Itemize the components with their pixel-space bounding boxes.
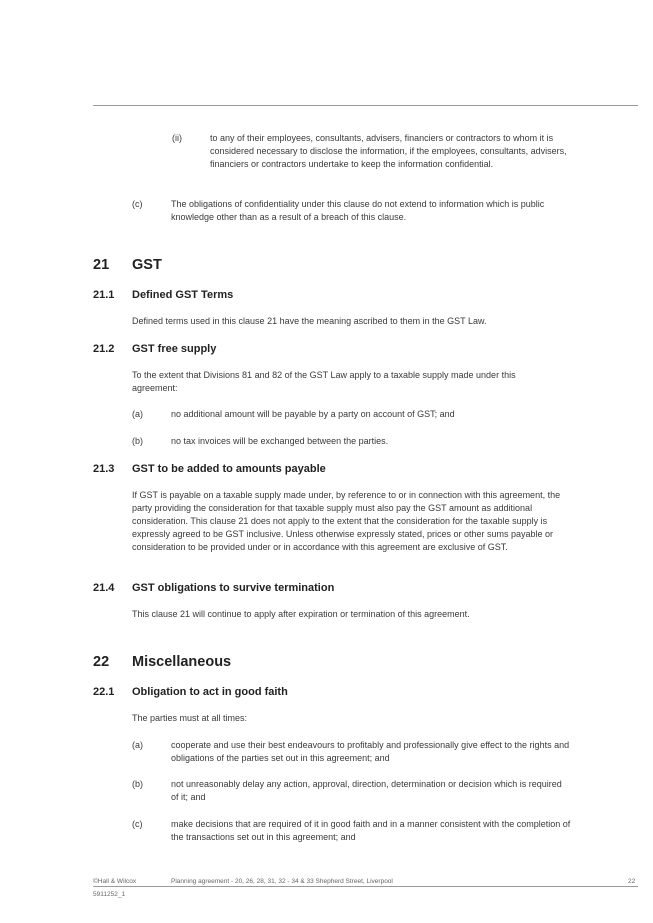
section-22-1-item-b-number: (b) <box>132 779 143 789</box>
clause-22-number: 22 <box>93 654 110 670</box>
section-21-2-text: To the extent that Divisions 81 and 82 of the GST Law apply to a taxable supply made under this agreement: <box>132 370 516 393</box>
item-text-c: The obligations of confidentiality under this clause do not extend to information which is public knowledge other than as a result of a breach of this clause. <box>171 199 545 222</box>
header-rule <box>93 105 638 106</box>
item-number-c: (c) <box>132 199 143 209</box>
section-21-3-number: 21.3 <box>93 463 115 475</box>
footer-document-title: Planning agreement - 20, 26, 28, 31, 32 - 34 & 33 Shepherd Street, Liverpool <box>171 878 393 885</box>
section-22-1-item-a-number: (a) <box>132 740 143 750</box>
section-21-3-title: GST to be added to amounts payable <box>132 463 326 475</box>
item-text-ii: to any of their employees, consultants, advisers, financiers or contractors to whom it is considered necessary to disclose the information, if the employees, consultants, advisers, financiers or contractors undertake to keep the information confidential. <box>210 133 567 169</box>
section-22-1-title: Obligation to act in good faith <box>132 686 288 698</box>
section-21-1-title: Defined GST Terms <box>132 289 234 301</box>
footer-reference: 5911252_1 <box>93 891 126 898</box>
footer-firm: ©Hall & Wilcox <box>93 878 137 885</box>
section-21-4-text: This clause 21 will continue to apply after expiration or termination of this agreement. <box>132 609 470 619</box>
clause-21-title: GST <box>132 257 162 273</box>
clause-21-number: 21 <box>93 257 110 273</box>
section-21-2-item-b-number: (b) <box>132 436 143 446</box>
section-21-2-number: 21.2 <box>93 343 115 355</box>
section-22-1-number: 22.1 <box>93 686 115 698</box>
section-21-1-text: Defined terms used in this clause 21 have the meaning ascribed to them in the GST Law. <box>132 316 487 326</box>
section-21-3-text: If GST is payable on a taxable supply made under, by reference to or in connection with this agreement, the party providing the consideration for that taxable supply must also pay the GST amount as additional consideration. This clause 21 does not apply to the extent that the consideration for the taxable supply is expressly agreed to be GST inclusive. Unless otherwise expressly stated, prices or other sums payable or consideration to be provided under or in accordance with this agreement are exclusive of GST. <box>132 490 561 552</box>
section-21-2-item-a-number: (a) <box>132 409 143 419</box>
section-22-1-text: The parties must at all times: <box>132 713 248 723</box>
footer-rule <box>93 886 638 887</box>
section-21-2-item-a-text: no additional amount will be payable by a party on account of GST; and <box>171 409 455 419</box>
item-number-ii: (ii) <box>172 133 182 143</box>
section-22-1-item-c-text: make decisions that are required of it in good faith and in a manner consistent with the completion of the transactions set out in this agreement; and <box>171 819 571 842</box>
section-21-2-title: GST free supply <box>132 343 217 355</box>
clause-22-title: Miscellaneous <box>132 654 232 670</box>
section-22-1-item-a-text: cooperate and use their best endeavours to profitably and professionally give effect to the rights and obligations of the parties set out in this agreement; and <box>171 740 570 763</box>
section-21-1-number: 21.1 <box>93 289 115 301</box>
section-21-4-number: 21.4 <box>93 582 115 594</box>
section-22-1-item-c-number: (c) <box>132 819 143 829</box>
section-21-2-item-b-text: no tax invoices will be exchanged between the parties. <box>171 436 389 446</box>
footer-page-number: 22 <box>628 878 636 885</box>
section-22-1-item-b-text: not unreasonably delay any action, approval, direction, determination or decision which is required of it; and <box>171 779 562 802</box>
section-21-4-title: GST obligations to survive termination <box>132 582 335 594</box>
